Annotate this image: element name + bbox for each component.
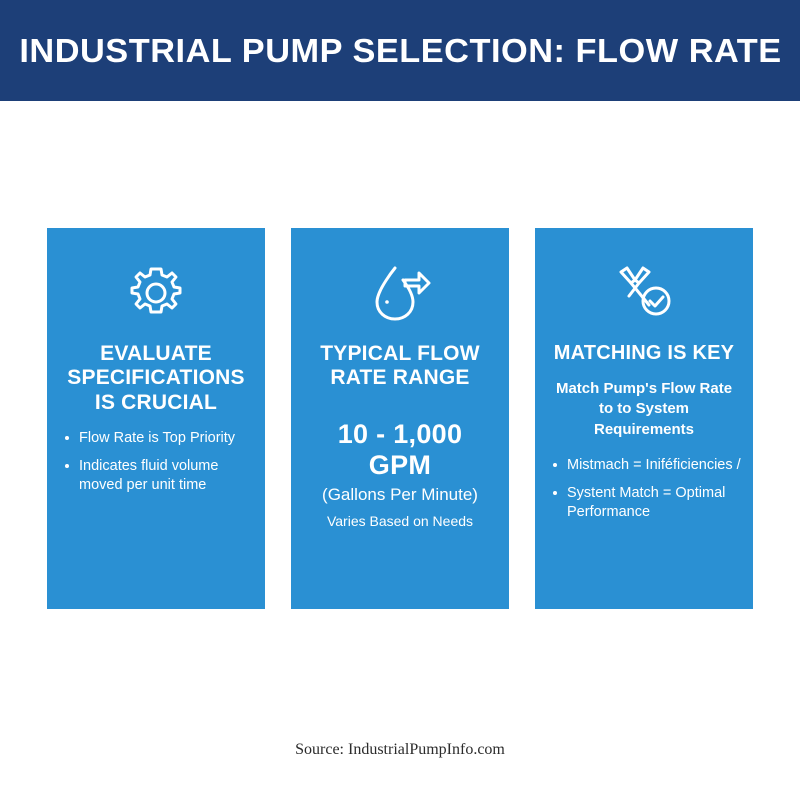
card-title: EVALUATE SPECIFICATIONS IS CRUCIAL — [67, 342, 245, 414]
list-item: Indicates fluid volume moved per unit time — [63, 457, 253, 495]
card-title: TYPICAL FLOW RATE RANGE — [320, 342, 480, 390]
flow-rate-note: Varies Based on Needs — [326, 512, 474, 529]
list-item: Flow Rate is Top Priority — [63, 429, 253, 448]
wrench-check-icon — [609, 250, 679, 336]
gear-icon — [124, 250, 188, 336]
page-title: INDUSTRIAL PUMP SELECTION: FLOW RATE — [18, 31, 782, 69]
water-drop-arrow-icon — [365, 250, 435, 336]
card-typical-flow-rate-range — [291, 228, 509, 609]
flow-rate-value: 10 - 1,000 GPM — [337, 418, 463, 480]
source-attribution: Source: IndustrialPumpInfo.com — [295, 741, 505, 758]
header-banner — [0, 0, 800, 101]
card-bullet-list — [59, 429, 253, 504]
list-item: Systent Match = Optimal Performance — [551, 484, 741, 522]
footer — [0, 700, 800, 800]
card-lead-text: Match Pump's Flow Rate to to System Requirements — [555, 380, 733, 438]
card-evaluate-specifications — [47, 228, 265, 609]
card-row — [0, 101, 800, 700]
list-item: Mistmach = Iniféficiencies / — [551, 456, 741, 475]
card-title: MATCHING IS KEY — [553, 342, 735, 364]
card-bullet-list — [547, 456, 741, 531]
card-matching-is-key — [535, 228, 753, 609]
flow-rate-unit: (Gallons Per Minute) — [322, 484, 478, 504]
